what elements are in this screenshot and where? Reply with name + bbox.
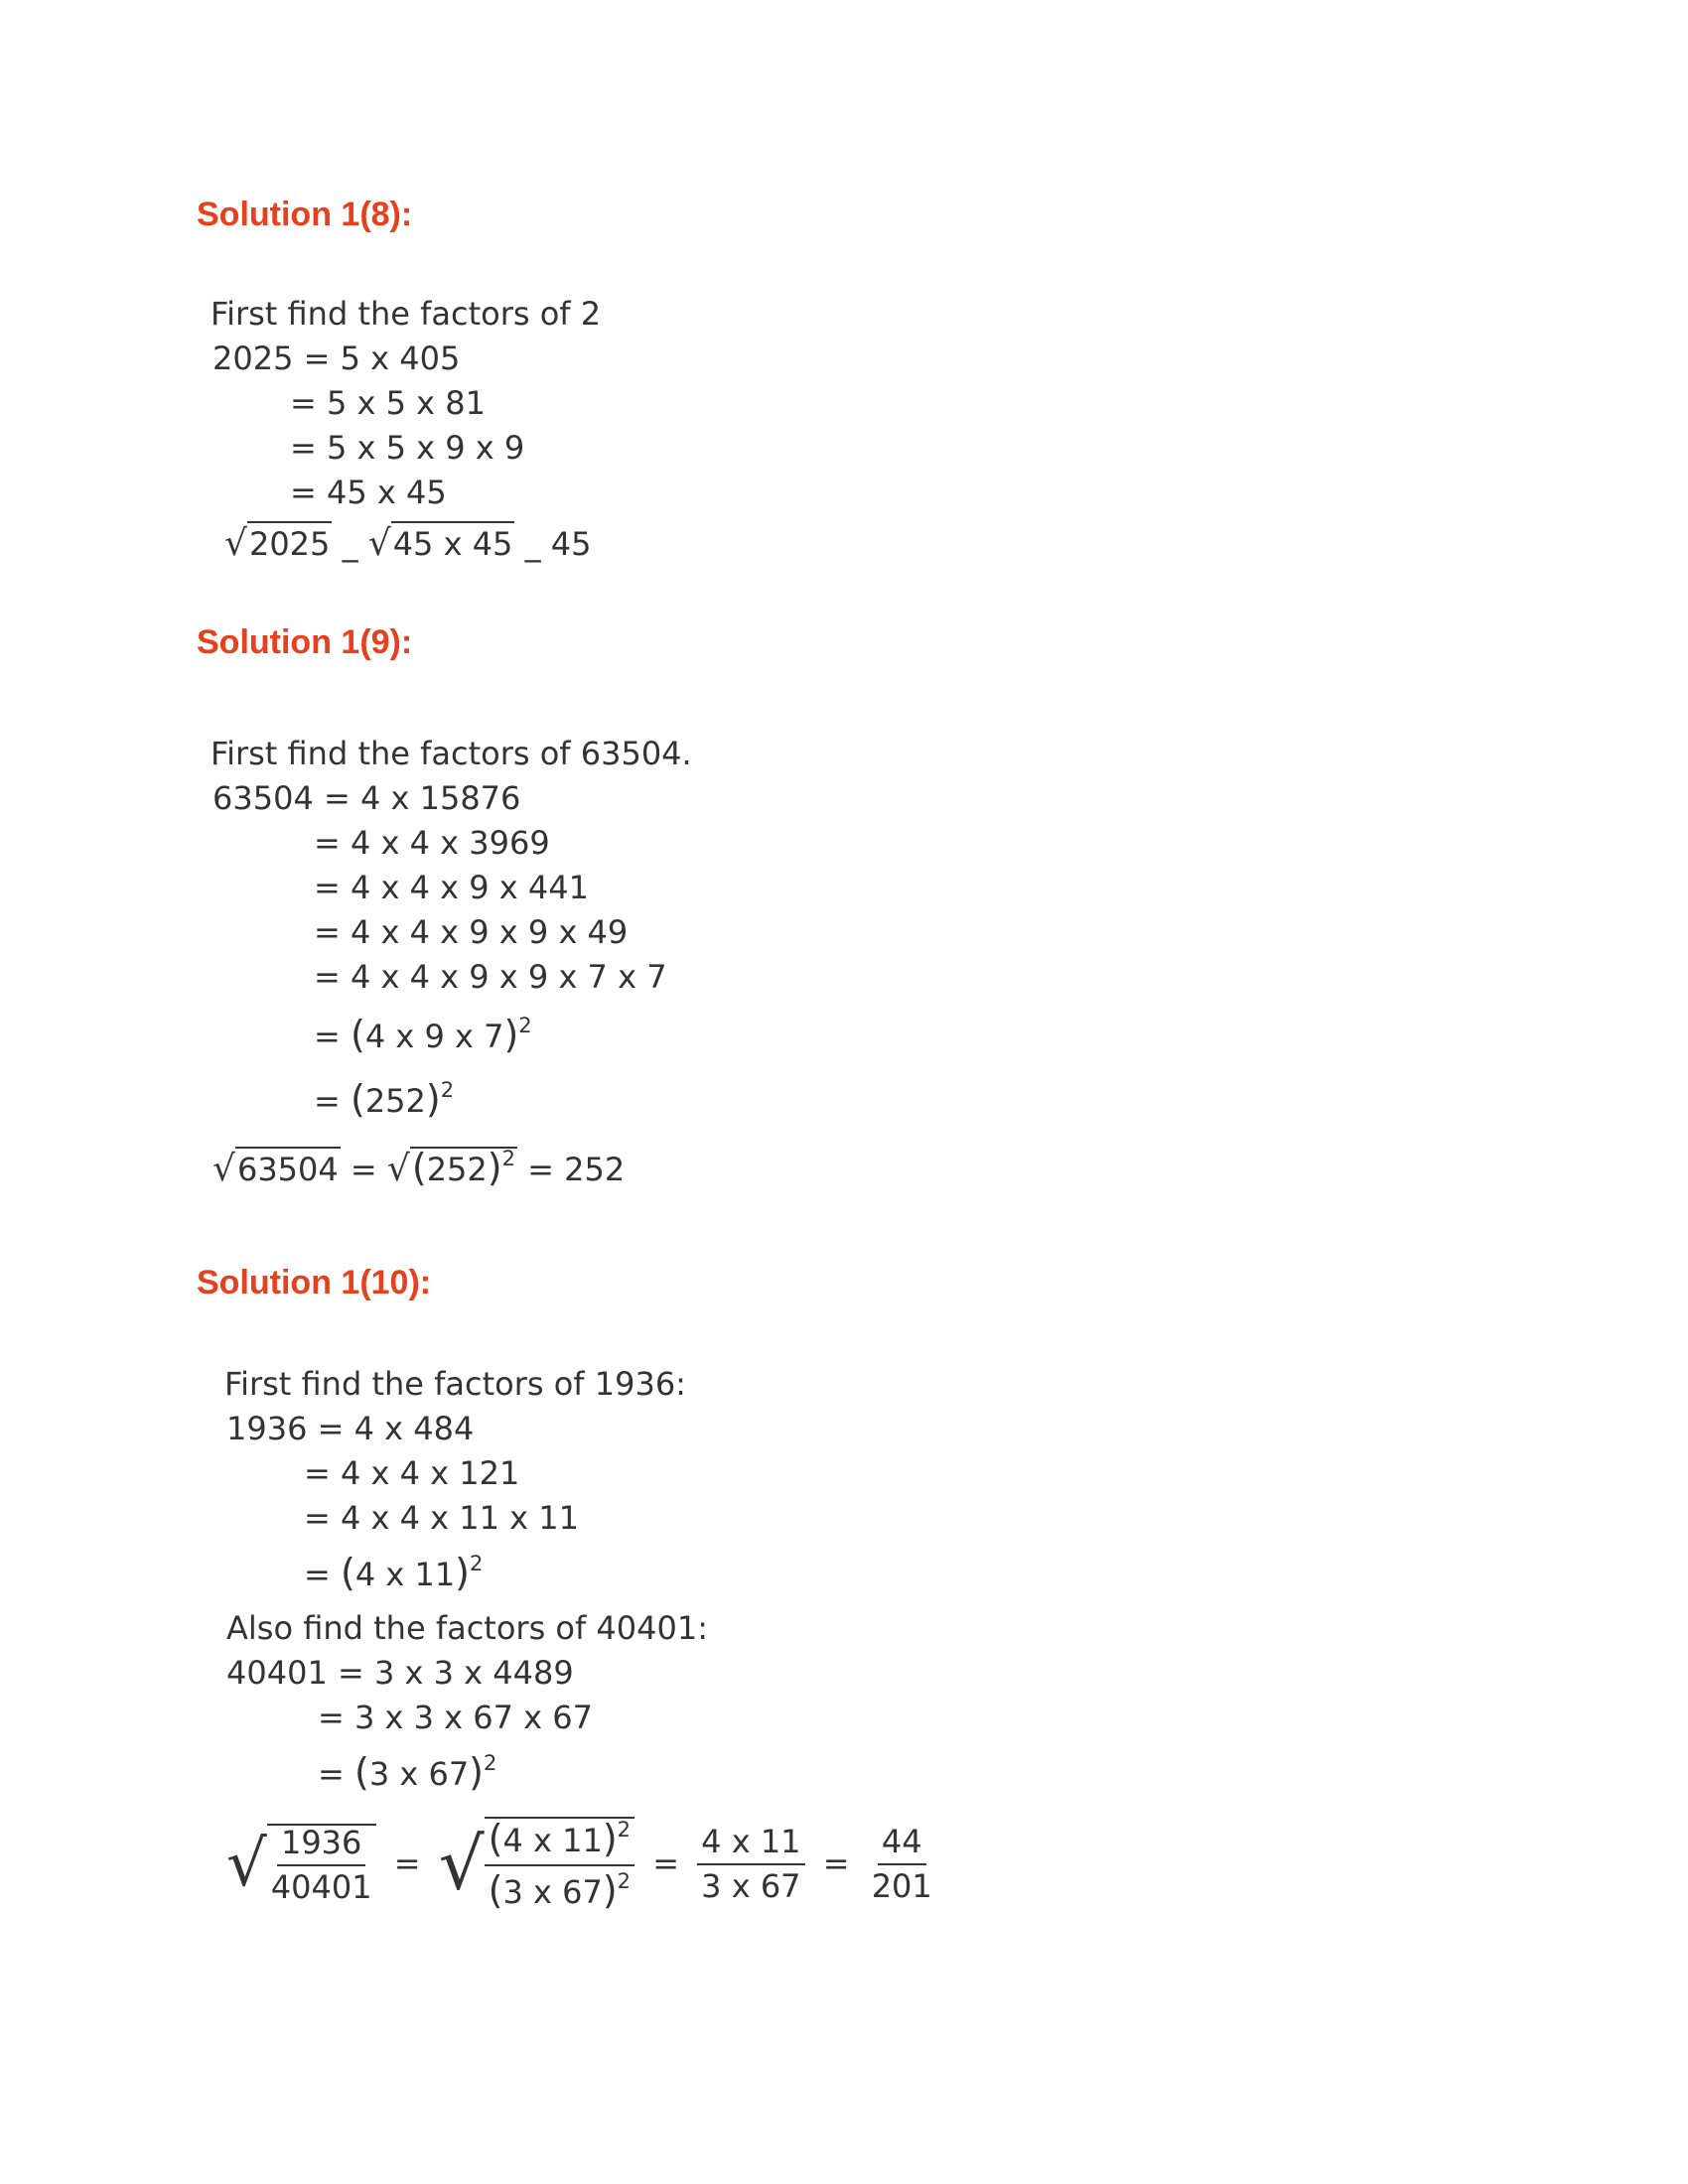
s10-line-6: = 3 x 3 x 67 x 67 xyxy=(318,1699,593,1736)
solution-9-heading: Solution 1(9): xyxy=(197,623,413,661)
s9-line-3: = 4 x 4 x 9 x 441 xyxy=(314,869,589,906)
s8-line-3: = 5 x 5 x 9 x 9 xyxy=(290,429,525,467)
s8-root-2025: √2025 xyxy=(224,523,331,564)
s10-line-2: = 4 x 4 x 121 xyxy=(304,1454,520,1492)
solution-8-heading: Solution 1(8): xyxy=(197,196,413,233)
s10-root-fraction-1: √ $\frac{1936}{40401}$ xyxy=(226,1843,386,1881)
s10-root-fraction-2: √ $\frac{(4 x 11)^2}{(3 x 67)^2}$ xyxy=(439,1843,644,1881)
s10-final-line: √ $\frac{1936}{40401}$ = √ $\frac{(4 x 11)^2}{(3 x 67)^2}$ = $\frac{4 x 11}{3 x 67}$ = $\frac{44}{201}$ xyxy=(226,1817,936,1912)
s9-line-4: = 4 x 4 x 9 x 9 x 49 xyxy=(314,913,629,951)
s9-line-2: = 4 x 4 x 3969 xyxy=(314,824,550,862)
s9-intro: First find the factors of 63504. xyxy=(211,735,692,772)
s8-intro: First find the factors of 2 xyxy=(211,295,602,333)
s9-line-6: = (4 x 9 x 7)$^2$ xyxy=(314,1013,532,1056)
s8-line-4: = 45 x 45 xyxy=(290,474,447,511)
s9-root-252-squared: $√(252)^2$ xyxy=(386,1146,515,1189)
s9-root-line: $√63504 = √(252)^2 = 252$ xyxy=(212,1146,626,1189)
s9-root-63504: √63504 xyxy=(212,1149,339,1189)
s8-line-1: 2025 = 5 x 405 xyxy=(212,340,461,377)
s10-intro-1: First find the factors of 1936: xyxy=(224,1365,686,1403)
s8-root-op-2: _ xyxy=(524,525,541,563)
s8-root-result: 45 xyxy=(550,525,592,563)
s10-fraction-3: $\frac{4 x 11}{3 x 67}$ xyxy=(697,1825,804,1904)
s10-line-1: 1936 = 4 x 484 xyxy=(226,1410,475,1447)
s10-fraction-result: $\frac{44}{201}$ xyxy=(871,1822,932,1905)
s8-line-2: = 5 x 5 x 81 xyxy=(290,384,486,422)
s9-line-5: = 4 x 4 x 9 x 9 x 7 x 7 xyxy=(314,958,667,996)
s10-line-5: 40401 = 3 x 3 x 4489 xyxy=(226,1654,574,1692)
s9-root-result: = 252 xyxy=(527,1151,626,1188)
s10-line-7: = (3 x 67)$^2$ xyxy=(318,1750,497,1794)
s10-intro-2: Also find the factors of 40401: xyxy=(226,1609,708,1647)
solution-10-heading: Solution 1(10): xyxy=(197,1264,432,1301)
s9-line-7: = $(252)^2$ xyxy=(314,1077,455,1121)
s9-line-1: 63504 = 4 x 15876 xyxy=(212,779,521,817)
s10-line-3: = 4 x 4 x 11 x 11 xyxy=(304,1499,579,1537)
s8-root-op-1: _ xyxy=(342,525,358,563)
s8-root-line xyxy=(224,523,592,564)
s10-line-4: = (4 x 11)$^2$ xyxy=(304,1551,484,1594)
s8-root-45x45: √45 x 45 xyxy=(367,523,513,564)
